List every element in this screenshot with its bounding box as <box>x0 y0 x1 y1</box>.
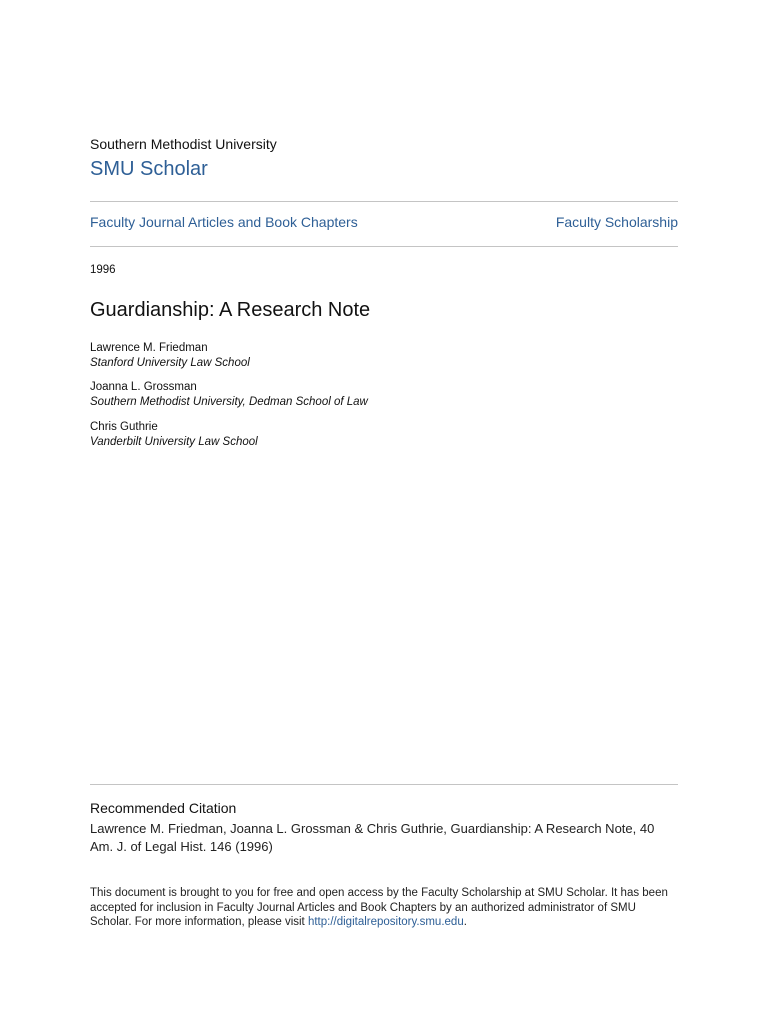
collection-link[interactable]: Faculty Journal Articles and Book Chapters <box>90 214 358 230</box>
citation-divider <box>90 784 678 785</box>
repository-link[interactable]: SMU Scholar <box>90 158 208 180</box>
author-affiliation: Stanford University Law School <box>90 356 250 369</box>
author-block <box>90 420 258 449</box>
author-name: Lawrence M. Friedman <box>90 342 208 354</box>
article-title: Guardianship: A Research Note <box>90 299 371 321</box>
author-name: Chris Guthrie <box>90 421 158 433</box>
access-statement-text: This document is brought to you for free and open access by the Faculty Scholarship at SMU Scholar. It has been accepted for inclusion in Faculty Journal Articles and Book Chapters by an authorized administrator of SMU Scholar. For more information, please visit <box>90 887 668 928</box>
author-name: Joanna L. Grossman <box>90 381 197 393</box>
access-statement <box>90 886 678 930</box>
institution-name: Southern Methodist University <box>90 136 277 152</box>
parent-collection-link[interactable]: Faculty Scholarship <box>555 214 678 230</box>
author-block <box>90 341 250 370</box>
publication-year: 1996 <box>90 264 116 276</box>
author-block <box>90 380 368 409</box>
cover-page <box>90 0 678 1024</box>
recommended-citation-text: Lawrence M. Friedman, Joanna L. Grossman & Chris Guthrie, Guardianship: A Research Note, 40 Am. J. of Legal Hist. 146 (1996) <box>90 821 655 854</box>
access-statement-suffix: . <box>463 916 467 928</box>
recommended-citation-heading: Recommended Citation <box>90 800 237 816</box>
author-affiliation: Southern Methodist University, Dedman School of Law <box>90 395 368 408</box>
author-affiliation: Vanderbilt University Law School <box>90 435 258 448</box>
repository-url-link[interactable]: http://digitalrepository.smu.edu <box>307 916 464 928</box>
top-divider <box>90 201 678 202</box>
nav-divider <box>90 246 678 247</box>
